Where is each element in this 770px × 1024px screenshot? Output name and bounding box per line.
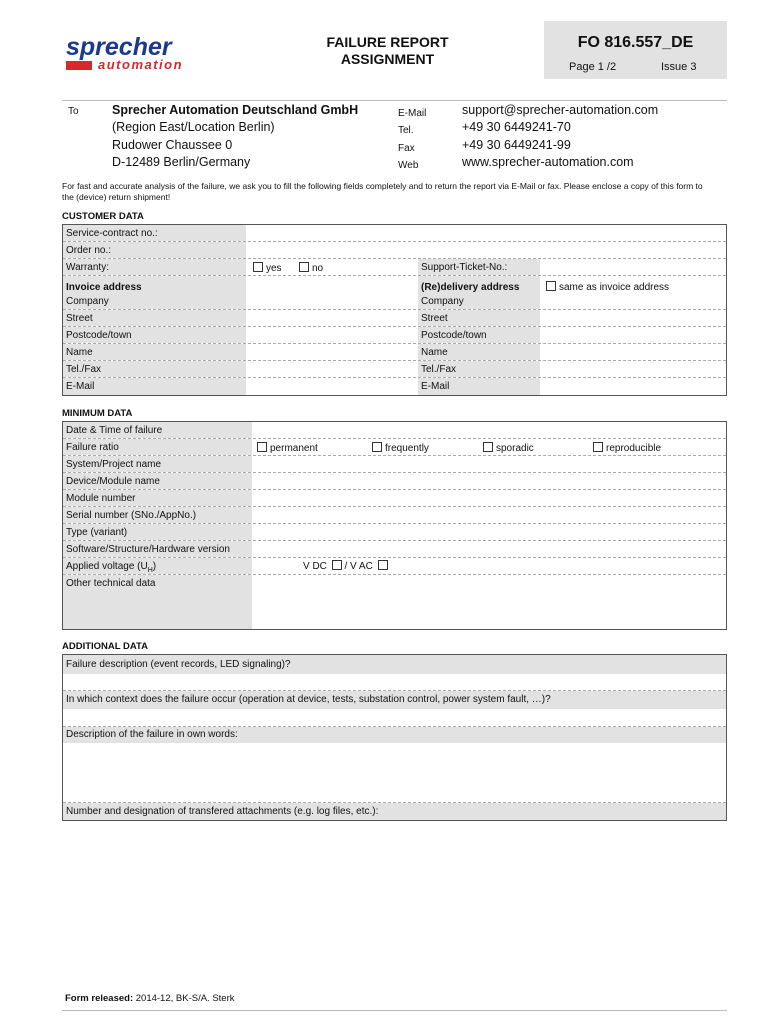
support-ticket-input[interactable] [540, 259, 726, 275]
service-contract-input[interactable] [246, 225, 726, 241]
own-words-input[interactable] [63, 743, 726, 803]
system-project-row [63, 456, 726, 473]
warranty-row [63, 259, 726, 276]
vdc-checkbox[interactable] [332, 560, 342, 570]
failure-context-input[interactable] [63, 709, 726, 727]
minimum-data-table [62, 421, 727, 630]
web-value: www.sprecher-automation.com [462, 154, 634, 169]
recipient-city: D-12489 Berlin/Germany [112, 154, 251, 169]
customer-data-table [62, 224, 727, 396]
type-variant-label: Type (variant) [63, 524, 252, 540]
warranty-label: Warranty: [63, 259, 246, 275]
form-number-box [544, 21, 727, 79]
service-contract-row [63, 225, 726, 242]
invoice-street-label: Street [63, 310, 246, 326]
type-variant-row [63, 524, 726, 541]
delivery-street-label: Street [418, 310, 540, 326]
additional-data-heading: ADDITIONAL DATA [62, 641, 149, 652]
header-divider [62, 100, 727, 101]
frequently-label: frequently [385, 443, 429, 454]
form-released-value: 2014-12, BK-S/A. Sterk [133, 993, 235, 1004]
recipient-street: Rudower Chaussee 0 [112, 137, 233, 152]
order-no-row [63, 242, 726, 259]
warranty-no-label: no [312, 263, 324, 274]
frequently-checkbox[interactable] [372, 442, 382, 452]
postcode-row [63, 327, 726, 344]
serial-number-row [63, 507, 726, 524]
warranty-yes-checkbox[interactable] [253, 262, 263, 272]
order-no-label: Order no.: [63, 242, 246, 258]
permanent-checkbox[interactable] [257, 442, 267, 452]
warranty-yes-label: yes [266, 263, 282, 274]
delivery-telfax-label: Tel./Fax [418, 361, 540, 377]
ratio-reproducible-option[interactable] [593, 442, 661, 454]
sporadic-label: sporadic [496, 443, 534, 454]
voltage-type-options [303, 560, 391, 572]
form-number: FO 816.557_DE [577, 34, 694, 51]
failure-context-label: In which context does the failure occur (operation at device, tests, substation control, power system fault, …)? [63, 691, 726, 709]
logo-red-bar [66, 61, 92, 70]
ratio-sporadic-option[interactable] [483, 442, 534, 454]
module-number-label: Module number [63, 490, 252, 506]
module-number-row [63, 490, 726, 507]
ratio-frequently-option[interactable] [372, 442, 429, 454]
other-technical-row [63, 575, 726, 629]
invoice-email-label: E-Mail [63, 378, 246, 395]
contact-values [462, 102, 658, 171]
title-line-1: FAILURE REPORT [326, 34, 449, 50]
address-company-row [63, 276, 726, 310]
device-module-label: Device/Module name [63, 473, 252, 489]
fax-value: +49 30 6449241-99 [462, 137, 571, 152]
title-line-2: ASSIGNMENT [340, 51, 435, 67]
failure-ratio-row [63, 439, 726, 456]
email-value: support@sprecher-automation.com [462, 103, 659, 117]
vac-label: / V AC [341, 561, 373, 572]
attachments-label: Number and designation of transfered attachments (e.g. log files, etc.): [63, 803, 726, 820]
failure-description-input[interactable] [63, 674, 726, 691]
customer-data-heading: CUSTOMER DATA [62, 211, 144, 222]
street-row [63, 310, 726, 327]
order-no-input[interactable] [246, 242, 726, 258]
contact-labels [398, 105, 426, 174]
delivery-company-label [418, 276, 540, 309]
email-row [63, 378, 726, 395]
warranty-no-checkbox[interactable] [299, 262, 309, 272]
form-released [65, 993, 235, 1004]
invoice-telfax-label: Tel./Fax [63, 361, 246, 377]
tel-value: +49 30 6449241-70 [462, 120, 571, 135]
logo-subtitle: automation [98, 57, 184, 72]
minimum-data-heading: MINIMUM DATA [62, 408, 133, 419]
failure-ratio-label: Failure ratio [63, 439, 252, 455]
email-label: E-Mail [398, 108, 427, 119]
warranty-yes-option[interactable] [253, 262, 282, 274]
delivery-postcode-label: Postcode/town [418, 327, 540, 343]
delivery-address-heading: (Re)delivery address [421, 282, 520, 293]
document-title [300, 34, 475, 68]
device-module-row [63, 473, 726, 490]
system-project-label: System/Project name [63, 456, 252, 472]
page-indicator: Page 1 /2 [569, 61, 617, 73]
web-label: Web [398, 159, 419, 171]
other-technical-label: Other technical data [63, 575, 252, 629]
voltage-close-paren: ) [152, 561, 157, 572]
delivery-email-label: E-Mail [418, 378, 540, 395]
delivery-company-text: Company [421, 296, 464, 307]
logo-wordmark: sprecher [66, 33, 172, 61]
sporadic-checkbox[interactable] [483, 442, 493, 452]
to-label: To [68, 106, 79, 117]
support-ticket-label: Support-Ticket-No.: [418, 259, 540, 275]
ratio-permanent-option[interactable] [257, 442, 318, 454]
reproducible-label: reproducible [606, 443, 662, 454]
date-time-label: Date & Time of failure [63, 422, 252, 438]
applied-voltage-row [63, 558, 726, 575]
additional-data-table [62, 654, 727, 821]
warranty-no-option[interactable] [299, 262, 323, 274]
service-contract-label: Service-contract no.: [63, 225, 246, 241]
fax-label: Fax [398, 142, 415, 154]
own-words-label: Description of the failure in own words: [63, 727, 726, 743]
invoice-postcode-label: Postcode/town [63, 327, 246, 343]
footer-divider [62, 1010, 727, 1011]
applied-voltage-label [63, 558, 252, 574]
invoice-name-label: Name [63, 344, 246, 360]
name-row [63, 344, 726, 361]
tel-fax-row [63, 361, 726, 378]
vac-checkbox[interactable] [378, 560, 388, 570]
intro-text: For fast and accurate analysis of the failure, we ask you to fill the following fields completely and to return the report via E-Mail or fax. Please enclose a copy of this form to the (device) return shipment! [62, 181, 703, 202]
invoice-address-heading: Invoice address [66, 282, 142, 293]
company-logo [66, 34, 183, 71]
recipient-address [112, 102, 358, 171]
form-released-label: Form released: [65, 993, 134, 1004]
applied-voltage-text: Applied voltage (U [66, 561, 148, 572]
invoice-company-text: Company [66, 296, 109, 307]
tel-label: Tel. [398, 125, 414, 137]
recipient-company: Sprecher Automation Deutschland GmbH [112, 103, 359, 117]
date-time-row [63, 422, 726, 439]
issue-indicator: Issue 3 [661, 61, 697, 73]
reproducible-checkbox[interactable] [593, 442, 603, 452]
software-version-label: Software/Structure/Hardware version [63, 541, 252, 557]
invoice-company-label [63, 276, 246, 309]
voltage-subscript: H [147, 567, 153, 574]
serial-number-label: Serial number (SNo./AppNo.) [63, 507, 252, 523]
same-as-invoice-option[interactable] [546, 281, 669, 293]
vdc-label: V DC [303, 561, 327, 572]
permanent-label: permanent [270, 443, 318, 454]
failure-description-label: Failure description (event records, LED signaling)? [63, 655, 726, 674]
same-as-invoice-checkbox[interactable] [546, 281, 556, 291]
recipient-region: (Region East/Location Berlin) [112, 120, 275, 135]
delivery-name-label: Name [418, 344, 540, 360]
software-version-row [63, 541, 726, 558]
same-as-invoice-label: same as invoice address [559, 282, 670, 293]
